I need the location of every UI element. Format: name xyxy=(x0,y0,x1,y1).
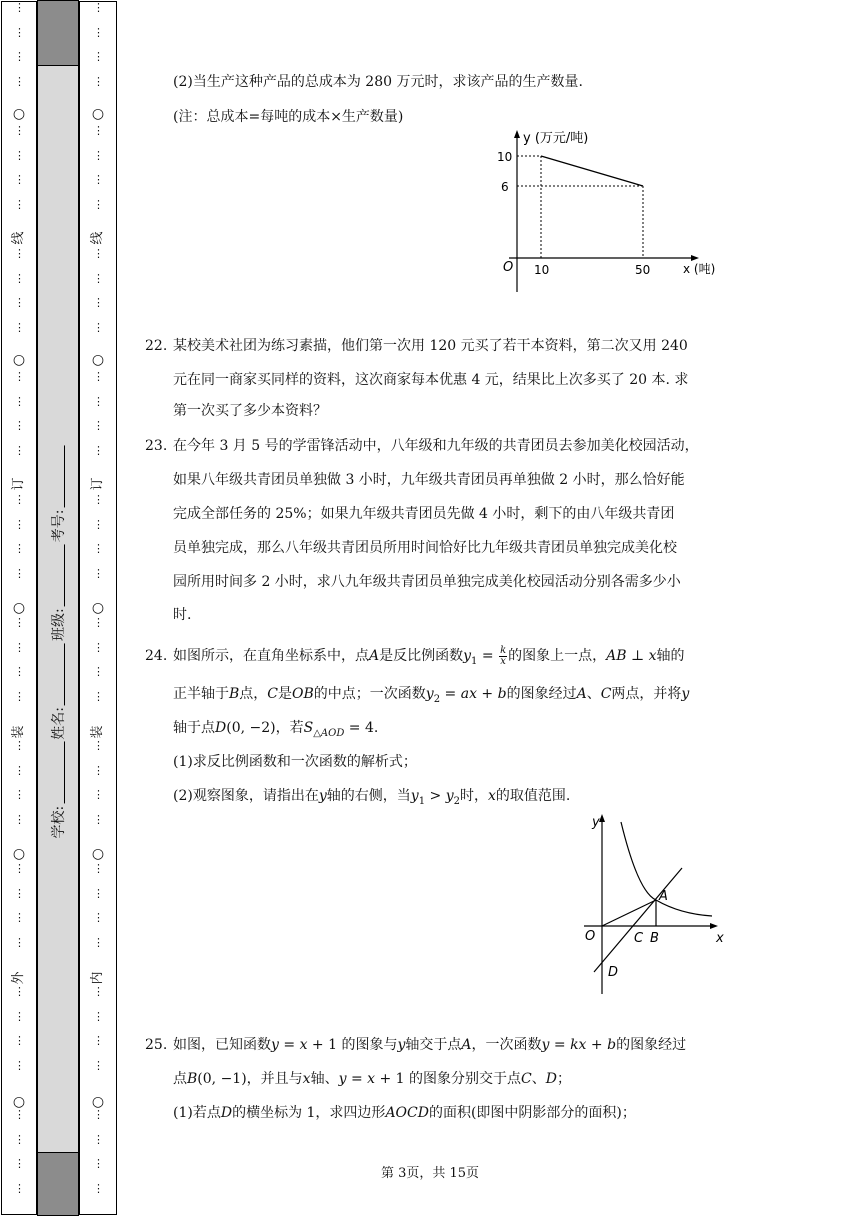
q25-line-1: 如图，已知函数y = x + 1 的图象与y轴交于点A，一次函数y = kx + b的图象经过 xyxy=(173,1037,687,1053)
class-label: 班级: xyxy=(51,608,67,641)
inner-seal-dots: ⋮ xyxy=(93,25,103,39)
inner-seal-dots: ⋮ xyxy=(93,763,103,777)
fraction-k-over-x: $\frac{k}{x}$ xyxy=(500,644,507,667)
q22-line-1: 某校美术社团为练习素描，他们第一次用 120 元买了若干本资料，第二次又用 240 xyxy=(173,338,688,354)
q22-number: 22. xyxy=(145,338,168,354)
outer-seal-dots: ⋮ xyxy=(14,148,24,162)
inner-seal-dots: ⋮ xyxy=(93,173,103,187)
name-blank[interactable] xyxy=(64,643,65,705)
inner-seal-dots: ⋮ xyxy=(93,493,103,506)
inner-seal-dots: ⋮ xyxy=(93,320,103,334)
inner-seal-dots: ⋮ xyxy=(93,517,103,531)
inner-seal-dots: ⋮ xyxy=(93,739,103,752)
outer-seal-dots: ⋮ xyxy=(14,812,24,826)
outer-seal-dots: ⋮ xyxy=(14,566,24,580)
outer-seal-dots: ⋮ xyxy=(14,25,24,39)
inner-seal-dots: ⋮ xyxy=(93,862,103,875)
outer-seal-dots: ⋮ xyxy=(14,788,24,802)
inner-seal-circle-mark: ○ xyxy=(91,1094,105,1110)
outer-seal-dots: ⋮ xyxy=(14,419,24,433)
q22-line-2: 元在同一商家买同样的资料，这次商家每本优惠 4 元，结果比上次多买了 20 本. 求 xyxy=(173,372,689,388)
q25-part1: (1)若点D的横坐标为 1，求四边形AOCD的面积(即图中阴影部分的面积)； xyxy=(173,1105,636,1121)
inner-seal-dots: ⋮ xyxy=(93,788,103,802)
q24-number: 24. xyxy=(145,648,168,664)
inner-seal-label-2: 装 xyxy=(90,725,105,739)
inner-seal-dots: ⋮ xyxy=(93,1,103,14)
outer-seal-dots: ⋮ xyxy=(14,862,24,875)
outer-seal-dots: ⋮ xyxy=(14,1181,24,1195)
outer-seal-circle-mark: ○ xyxy=(12,846,26,862)
outer-seal-dots: ⋮ xyxy=(14,1034,24,1048)
q21-part2: (2)当生产这种产品的总成本为 280 万元时，求该产品的生产数量. xyxy=(173,74,583,90)
outer-seal-dots: ⋮ xyxy=(14,739,24,752)
outer-seal-dots: ⋮ xyxy=(14,271,24,285)
outer-seal-dots: ⋮ xyxy=(14,493,24,506)
inner-seal-marks xyxy=(80,2,116,1214)
inner-seal-dots: ⋮ xyxy=(93,1181,103,1195)
outer-seal-dots: ⋮ xyxy=(14,173,24,187)
inner-seal-dots: ⋮ xyxy=(93,370,103,383)
q23-line-4: 员单独完成，那么八年级共青团员所用时间恰好比九年级共青团员单独完成美化校 xyxy=(173,540,677,556)
q23-line-3: 完成全部任务的 25%；如果九年级共青团员先做 4 小时，剩下的由八年级共青团 xyxy=(173,506,675,522)
q24-y-label: y xyxy=(592,815,600,830)
inner-seal-circle-mark: ○ xyxy=(91,352,105,368)
outer-seal-dots: ⋮ xyxy=(14,1108,24,1121)
inner-seal-dots: ⋮ xyxy=(93,443,103,457)
outer-seal-dots: ⋮ xyxy=(14,911,24,925)
q25-number: 25. xyxy=(145,1037,168,1053)
outer-seal-label-1: 订 xyxy=(11,477,26,491)
binding-margin xyxy=(0,0,118,1216)
inner-seal-dots: ⋮ xyxy=(93,542,103,556)
inner-seal-dots: ⋮ xyxy=(93,812,103,826)
inner-seal-dots: ⋮ xyxy=(93,1108,103,1121)
inner-seal-dots: ⋮ xyxy=(93,74,103,88)
q21-y-axis-label: y (万元/吨) xyxy=(523,131,589,146)
inner-seal-label-1: 订 xyxy=(90,477,105,491)
inner-seal-circle-mark: ○ xyxy=(91,106,105,122)
outer-seal-circle-mark: ○ xyxy=(12,106,26,122)
q23-number: 23. xyxy=(145,438,168,454)
q21-x-tick-50: 50 xyxy=(635,263,651,277)
outer-seal-circle-mark: ○ xyxy=(12,1094,26,1110)
inner-seal-dots: ⋮ xyxy=(93,197,103,211)
inner-seal-dots: ⋮ xyxy=(93,271,103,285)
outer-seal-dots: ⋮ xyxy=(14,320,24,334)
inner-seal-dots: ⋮ xyxy=(93,665,103,679)
exam-no-blank[interactable] xyxy=(64,446,65,508)
q24-line-3: 轴于点D(0, −2)，若$S_{\triangle AOD} = 4$. xyxy=(173,720,379,739)
q24-part2: (2)观察图象，请指出在y轴的右侧，当$y_1 > y_2$时，x的取值范围. xyxy=(173,788,571,807)
q24-part1: (1)求反比例函数和一次函数的解析式； xyxy=(173,754,417,770)
inner-seal-label-3: 内 xyxy=(90,971,105,985)
outer-seal-dots: ⋮ xyxy=(14,640,24,654)
student-info-column xyxy=(37,0,79,1216)
inner-seal-dots: ⋮ xyxy=(93,148,103,162)
inner-seal-dots: ⋮ xyxy=(93,616,103,629)
outer-seal-dots: ⋮ xyxy=(14,985,24,998)
outer-seal-dots: ⋮ xyxy=(14,443,24,457)
outer-seal-circle-mark: ○ xyxy=(12,600,26,616)
outer-seal-dots: ⋮ xyxy=(14,1,24,14)
outer-seal-dots: ⋮ xyxy=(14,616,24,629)
q21-x-axis-label: x (吨) xyxy=(683,262,716,276)
inner-seal-circle-mark: ○ xyxy=(91,600,105,616)
outer-seal-dots: ⋮ xyxy=(14,1132,24,1146)
school-blank[interactable] xyxy=(64,742,65,804)
q21-y-tick-6: 6 xyxy=(501,180,509,194)
inner-seal-dots: ⋮ xyxy=(93,419,103,433)
outer-seal-label-2: 装 xyxy=(11,725,26,739)
inner-seal-dots: ⋮ xyxy=(93,1034,103,1048)
inner-seal-dots: ⋮ xyxy=(93,911,103,925)
inner-seal-dots: ⋮ xyxy=(93,296,103,310)
outer-seal-marks xyxy=(2,2,36,1214)
q23-line-6: 时. xyxy=(173,607,192,623)
q24-point-b-label: B xyxy=(650,931,659,946)
q21-x-tick-10: 10 xyxy=(534,263,550,277)
outer-seal-label-0: 线 xyxy=(11,231,26,245)
outer-seal-dots: ⋮ xyxy=(14,296,24,310)
q24-point-d-label: D xyxy=(608,965,619,980)
name-label: 姓名: xyxy=(51,707,67,740)
inner-seal-dots: ⋮ xyxy=(93,1157,103,1171)
outer-seal-dots: ⋮ xyxy=(14,394,24,408)
outer-seal-dots: ⋮ xyxy=(14,542,24,556)
q21-graph xyxy=(495,128,735,298)
q23-line-1: 在今年 3 月 5 号的学雷锋活动中，八年级和九年级的共青团员去参加美化校园活动， xyxy=(173,438,699,454)
inner-seal-dots: ⋮ xyxy=(93,1009,103,1023)
q25-line-2: 点B(0, −1)，并且与x轴、y = x + 1 的图象分别交于点C、D； xyxy=(173,1071,571,1087)
inner-seal-dots: ⋮ xyxy=(93,50,103,64)
inner-seal-dots: ⋮ xyxy=(93,394,103,408)
outer-seal-dots: ⋮ xyxy=(14,886,24,900)
page-footer: 第 3页，共 15页 xyxy=(380,1166,480,1181)
inner-seal-dots: ⋮ xyxy=(93,985,103,998)
q23-line-2: 如果八年级共青团员单独做 3 小时，九年级共青团员再单独做 2 小时，那么恰好能 xyxy=(173,472,685,488)
q24-graph xyxy=(580,812,730,1002)
outer-seal-column xyxy=(1,1,37,1215)
student-info-fields xyxy=(48,444,68,839)
school-label: 学校: xyxy=(51,805,67,839)
class-blank[interactable] xyxy=(64,544,65,606)
inner-seal-dots: ⋮ xyxy=(93,886,103,900)
q21-note: (注：总成本=每吨的成本×生产数量) xyxy=(173,109,404,125)
outer-seal-dots: ⋮ xyxy=(14,763,24,777)
q24-point-a-label: A xyxy=(659,889,668,904)
q23-line-5: 园所用时间多 2 小时，求八九年级共青团员单独完成美化校园活动分别各需多少小 xyxy=(173,574,681,590)
inner-seal-dots: ⋮ xyxy=(93,689,103,703)
outer-seal-dots: ⋮ xyxy=(14,247,24,260)
outer-seal-dots: ⋮ xyxy=(14,1058,24,1072)
q24-origin-label: O xyxy=(585,929,596,944)
outer-seal-dots: ⋮ xyxy=(14,370,24,383)
outer-seal-dots: ⋮ xyxy=(14,74,24,88)
outer-seal-label-3: 外 xyxy=(11,971,26,985)
outer-seal-circle-mark: ○ xyxy=(12,352,26,368)
inner-seal-dots: ⋮ xyxy=(93,247,103,260)
q22-line-3: 第一次买了多少本资料？ xyxy=(173,403,327,419)
inner-seal-dots: ⋮ xyxy=(93,1132,103,1146)
q24-point-c-label: C xyxy=(634,931,644,946)
inner-seal-dots: ⋮ xyxy=(93,935,103,949)
q24-line-2: 正半轴于B点，C是OB的中点；一次函数$y_2$ = ax + b的图象经过A、C两点，并将y xyxy=(173,686,690,705)
q24-line-1: 如图所示，在直角坐标系中，点A是反比例函数$y_1$ = $\frac{k}{x}$ 的图象上一点，AB ⊥ x轴的 xyxy=(173,644,685,667)
inner-seal-dots: ⋮ xyxy=(93,566,103,580)
outer-seal-dots: ⋮ xyxy=(14,1157,24,1171)
q21-origin-label: O xyxy=(503,260,514,275)
inner-seal-column xyxy=(79,1,117,1215)
outer-seal-dots: ⋮ xyxy=(14,1009,24,1023)
inner-seal-dots: ⋮ xyxy=(93,124,103,137)
q21-y-tick-10: 10 xyxy=(497,150,513,164)
inner-seal-dots: ⋮ xyxy=(93,1058,103,1072)
outer-seal-dots: ⋮ xyxy=(14,935,24,949)
outer-seal-dots: ⋮ xyxy=(14,197,24,211)
q24-x-label: x xyxy=(716,931,724,946)
inner-seal-circle-mark: ○ xyxy=(91,846,105,862)
outer-seal-dots: ⋮ xyxy=(14,689,24,703)
outer-seal-dots: ⋮ xyxy=(14,517,24,531)
inner-seal-label-0: 线 xyxy=(90,231,105,245)
outer-seal-dots: ⋮ xyxy=(14,50,24,64)
outer-seal-dots: ⋮ xyxy=(14,124,24,137)
outer-seal-dots: ⋮ xyxy=(14,665,24,679)
inner-seal-dots: ⋮ xyxy=(93,640,103,654)
exam-no-label: 考号: xyxy=(51,509,67,543)
